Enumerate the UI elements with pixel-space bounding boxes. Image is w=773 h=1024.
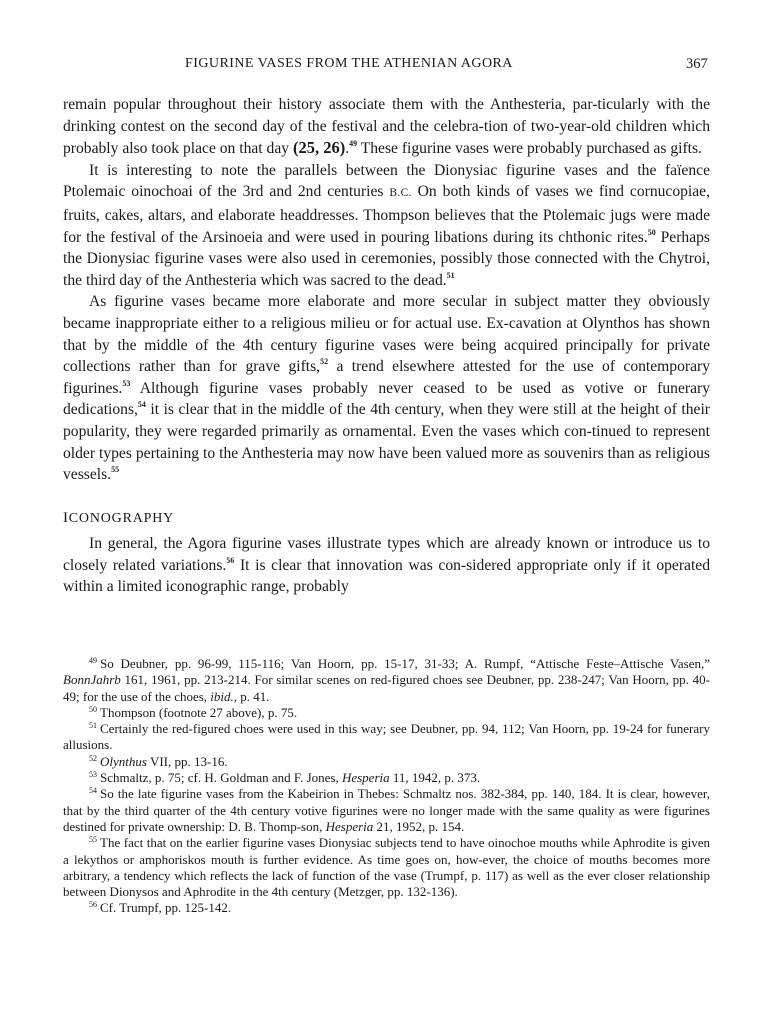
section-heading-initial: I	[63, 509, 69, 526]
body-text	[63, 94, 710, 598]
figure-reference: (25, 26)	[292, 138, 346, 158]
footnote-ref-54[interactable]: 54	[137, 400, 146, 410]
paragraph-text: As figurine vases became more elaborate and more secular in subject matter they obviously became inappropriate either to a religious milieu or for actual use. Ex-cavation at Olynthos has shown that by the middle of the 4th century figurine vases were being acquired principally for private collections rather than for grave gifts,	[63, 293, 710, 376]
paragraph-text: a trend elsewhere attested for the use of contemporary figurines.	[63, 358, 710, 397]
footnote-55	[63, 835, 710, 900]
paragraph-text: it is clear that in the middle of the 4th century, when they were still at the height of their popularity, they were regarded primarily as ornamental. Even the vases which con-tinued to represent older types pertaining to the Anthesteria may now have been valued more as souvenirs than as religious vessels.	[63, 401, 710, 484]
footnote-51	[63, 721, 710, 754]
footnote-text: Certainly the red-figured choes were used in this way; see Deubner, pp. 94, 112; Van Hoorn, pp. 19-24 for funerary allusions.	[63, 721, 710, 753]
footnote-text: Thompson (footnote 27 above), p. 75.	[100, 704, 298, 720]
footnote-50	[63, 705, 710, 721]
footnote-italic: Olynthus	[100, 753, 147, 769]
paragraph-text: It is interesting to note the parallels between the Dionysiac figurine vases and the faïence Ptolemaic oinochoai of the 3rd and 2nd centuries	[63, 161, 710, 201]
paragraph-text: In general, the Agora figurine vases illustrate types which are already known or introduce us to closely related variations.	[63, 535, 710, 574]
footnote-number: 49	[89, 656, 97, 665]
footnote-number: 54	[89, 786, 97, 796]
footnote-number: 55	[89, 835, 97, 845]
footnote-number: 51	[89, 721, 97, 731]
paragraph-2	[63, 160, 710, 292]
footnote-number: 56	[89, 900, 97, 910]
footnote-italic: BonnJahrb	[63, 672, 121, 688]
footnote-text: 21, 1952, p. 154.	[373, 818, 465, 834]
footnote-number: 50	[89, 704, 97, 714]
section-heading-rest: CONOGRAPHY	[68, 510, 175, 526]
footnote-number: 53	[89, 770, 97, 780]
paragraph-text: Although figurine vases probably never ceased to be used as votive or funerary dedications,	[63, 379, 710, 419]
footnote-italic: ibid.	[210, 688, 234, 704]
running-title: FIGURINE VASES FROM THE ATHENIAN AGORA	[185, 56, 513, 71]
paragraph-text: Perhaps the Dionysiac figurine vases were also used in ceremonies, possibly those connected with the Chytroi, the third day of the Anthesteria which was sacred to the dead.	[63, 228, 710, 289]
footnote-ref-52[interactable]: 52	[320, 357, 329, 367]
paragraph-text: remain popular throughout their history associate them with the Anthesteria, par-ticularly with the drinking contest on the second day of the festival and the celebra-tion of two-year-old children which probably also took place on that day	[63, 96, 710, 158]
footnote-ref-51[interactable]: 51	[446, 270, 455, 280]
footnote-text: 11, 1942, p. 373.	[389, 770, 481, 786]
footnote-italic: Hesperia	[325, 818, 374, 834]
footnote-ref-50[interactable]: 50	[647, 227, 656, 237]
footnote-ref-55[interactable]: 55	[111, 465, 120, 475]
footnote-ref-49[interactable]: 49	[349, 139, 358, 149]
footnote-text: The fact that on the earlier figurine vases Dionysiac subjects tend to have oinochoe mouths while Aphrodite is given a lekythos or amphoriskos mouth is further evidence. As time goes on, how-ever, the choice of mouths becomes more arbitrary, a tendency which reflects the lack of function of the vase (Trumpf, p. 117) as well as the ever closer relationship between Dionysos and Aphrodite in the 4th century (Metzger, pp. 132-136).	[63, 835, 710, 900]
section-heading	[63, 508, 710, 530]
small-caps-text: B.C.	[389, 187, 412, 200]
footnote-56	[63, 900, 710, 916]
page-number: 367	[686, 56, 708, 72]
footnote-ref-56[interactable]: 56	[226, 555, 235, 565]
footnote-52	[63, 754, 710, 770]
footnote-53	[63, 770, 710, 786]
paragraph-text: These figurine vases were probably purchased as gifts.	[357, 140, 702, 158]
footnotes	[63, 656, 710, 917]
footnote-49	[63, 656, 710, 705]
footnote-text: VII, pp. 13-16.	[146, 753, 228, 769]
paragraph-text: .	[345, 140, 350, 158]
paragraph-4	[63, 533, 710, 598]
footnote-text: So the late figurine vases from the Kabeirion in Thebes: Schmaltz nos. 382-384, pp. 140, 184. It is clear, however, that by the third quarter of the 4th century votive figurines were no longer made with the same quality as were figurines destined for private ownership: D. B. Thomp-son,	[63, 786, 710, 834]
footnote-54	[63, 786, 710, 835]
footnote-number: 52	[89, 753, 97, 763]
running-head	[0, 56, 773, 76]
footnote-italic: Hesperia	[341, 770, 390, 786]
footnote-text: , p. 41.	[233, 688, 270, 704]
paragraph-1	[63, 94, 710, 160]
footnote-ref-53[interactable]: 53	[122, 378, 131, 388]
paragraph-3	[63, 291, 710, 485]
footnote-text: Schmaltz, p. 75; cf. H. Goldman and F. Jones,	[100, 770, 342, 786]
paragraph-text: It is clear that innovation was con-sidered appropriate only if it operated within a limited iconographic range, probably	[63, 556, 710, 596]
footnote-text: So Deubner, pp. 96-99, 115-116; Van Hoorn, pp. 15-17, 31-33; A. Rumpf, “Attische Feste–Attische Vasen,”	[100, 656, 710, 671]
footnote-text: 161, 1961, pp. 213-214. For similar scenes on red-figured choes see Deubner, pp. 238-247; Van Hoorn, pp. 40-49; for the use of the choes,	[63, 672, 710, 704]
footnote-text: Cf. Trumpf, pp. 125-142.	[100, 900, 232, 916]
paragraph-text: On both kinds of vases we find cornucopiae, fruits, cakes, altars, and elaborate headdresses. Thompson believes that the Ptolemaic jugs were made for the festival of the Arsinoeia and were used in pouring libations during its chthonic rites.	[63, 183, 710, 246]
